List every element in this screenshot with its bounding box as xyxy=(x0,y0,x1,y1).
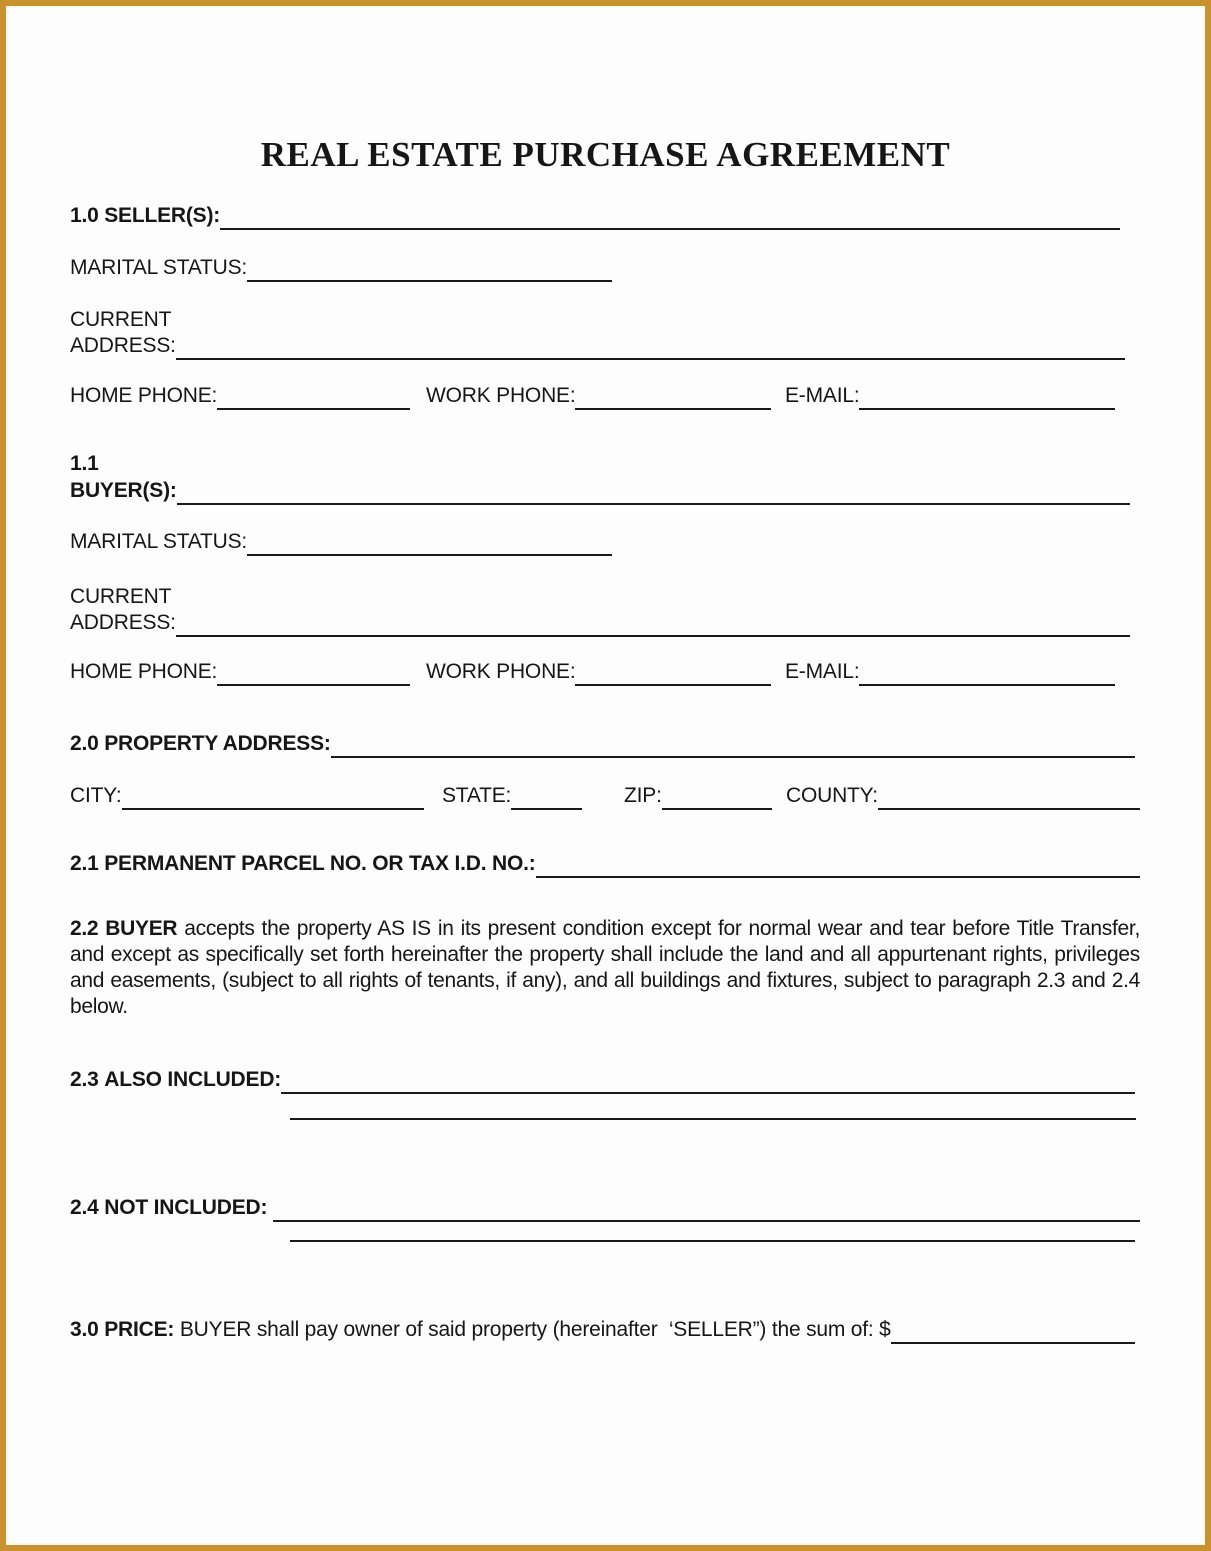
county-field[interactable] xyxy=(878,808,1140,810)
seller-marital-row xyxy=(70,254,612,282)
seller-work-phone-label: WORK PHONE: xyxy=(426,384,576,407)
seller-name-field[interactable] xyxy=(220,228,1120,230)
buyer-marital-status-label: MARITAL STATUS: xyxy=(70,530,248,553)
seller-section-number: 1.0 xyxy=(70,204,99,227)
also-included-label: ALSO INCLUDED: xyxy=(104,1068,282,1091)
price-row xyxy=(70,1316,1135,1344)
buyer-address-label: ADDRESS: xyxy=(70,611,176,634)
not-included-field-line2[interactable] xyxy=(290,1240,1135,1242)
city-state-zip-county-row xyxy=(70,782,1140,810)
buyer-current-label: CURRENT xyxy=(70,585,172,608)
not-included-field-line1[interactable] xyxy=(273,1220,1140,1222)
price-text: BUYER shall pay owner of said property (hereinafter ‘SELLER”) the sum of: $ xyxy=(179,1318,891,1341)
price-amount-field[interactable] xyxy=(891,1342,1135,1344)
buyer-home-phone-label: HOME PHONE: xyxy=(70,660,218,683)
seller-current-label: CURRENT xyxy=(70,308,172,331)
seller-marital-status-label: MARITAL STATUS: xyxy=(70,256,248,279)
buyer-address-row xyxy=(70,609,1130,637)
page-title: REAL ESTATE PURCHASE AGREEMENT xyxy=(260,135,951,174)
state-label: STATE: xyxy=(442,784,512,807)
as-is-clause-number: 2.2 xyxy=(70,917,99,940)
seller-marital-status-field[interactable] xyxy=(247,280,612,282)
seller-name-row xyxy=(70,202,1120,230)
buyer-current-row xyxy=(70,583,470,611)
buyer-home-phone-field[interactable] xyxy=(217,684,410,686)
seller-address-label: ADDRESS: xyxy=(70,334,176,357)
also-included-field-line1[interactable] xyxy=(281,1092,1135,1094)
also-included-row-2 xyxy=(290,1118,1136,1120)
parcel-row xyxy=(70,850,1140,878)
zip-label: ZIP: xyxy=(624,784,662,807)
price-label: PRICE: xyxy=(104,1318,175,1341)
buyer-email-label: E-MAIL: xyxy=(785,660,860,683)
property-address-label: PROPERTY ADDRESS: xyxy=(104,732,331,755)
seller-address-row xyxy=(70,332,1125,360)
seller-current-row xyxy=(70,306,470,334)
not-included-row-2 xyxy=(290,1240,1135,1242)
buyer-phones-row xyxy=(70,658,1115,686)
city-field[interactable] xyxy=(122,808,424,810)
seller-work-phone-field[interactable] xyxy=(575,408,771,410)
property-address-row xyxy=(70,730,1135,758)
as-is-clause-text: accepts the property AS IS in its present condition except for normal wear and tear before Title Transfer, and except as specifically set forth hereinafter the property shall include the land and all appurtenant rights, privileges and easements, (subject to all rights of tenants, if any), and all buildings and fixtures, subject to paragraph 2.3 and 2.4 below. xyxy=(70,917,1140,1018)
price-section-number: 3.0 xyxy=(70,1318,99,1341)
also-included-row xyxy=(70,1066,1135,1094)
seller-address-field[interactable] xyxy=(176,358,1125,360)
state-field[interactable] xyxy=(511,808,582,810)
as-is-clause-paragraph xyxy=(70,916,1140,1020)
not-included-label: NOT INCLUDED: xyxy=(104,1196,268,1219)
parcel-section-number: 2.1 xyxy=(70,852,99,875)
not-included-row xyxy=(70,1194,1140,1222)
parcel-number-field[interactable] xyxy=(536,876,1140,878)
not-included-number: 2.4 xyxy=(70,1196,99,1219)
buyer-work-phone-label: WORK PHONE: xyxy=(426,660,576,683)
also-included-number: 2.3 xyxy=(70,1068,99,1091)
seller-email-label: E-MAIL: xyxy=(785,384,860,407)
buyer-address-field[interactable] xyxy=(176,635,1130,637)
buyer-marital-status-field[interactable] xyxy=(247,554,612,556)
buyer-name-row xyxy=(70,477,1130,505)
seller-home-phone-label: HOME PHONE: xyxy=(70,384,218,407)
property-address-field[interactable] xyxy=(331,756,1135,758)
city-label: CITY: xyxy=(70,784,122,807)
property-section-number: 2.0 xyxy=(70,732,99,755)
parcel-label: PERMANENT PARCEL NO. OR TAX I.D. NO.: xyxy=(104,852,536,875)
buyer-name-label: BUYER(S): xyxy=(70,479,177,502)
seller-email-field[interactable] xyxy=(859,408,1115,410)
county-label: COUNTY: xyxy=(786,784,878,807)
as-is-clause-lead: BUYER xyxy=(105,917,178,940)
seller-name-label: SELLER(S): xyxy=(104,204,221,227)
buyer-work-phone-field[interactable] xyxy=(575,684,771,686)
also-included-field-line2[interactable] xyxy=(290,1118,1136,1120)
buyer-marital-row xyxy=(70,528,612,556)
zip-field[interactable] xyxy=(662,808,772,810)
buyer-email-field[interactable] xyxy=(859,684,1115,686)
buyer-section-number-row xyxy=(70,450,270,478)
seller-phones-row xyxy=(70,382,1115,410)
buyer-name-field[interactable] xyxy=(177,503,1130,505)
seller-home-phone-field[interactable] xyxy=(217,408,410,410)
buyer-section-number: 1.1 xyxy=(70,452,99,475)
